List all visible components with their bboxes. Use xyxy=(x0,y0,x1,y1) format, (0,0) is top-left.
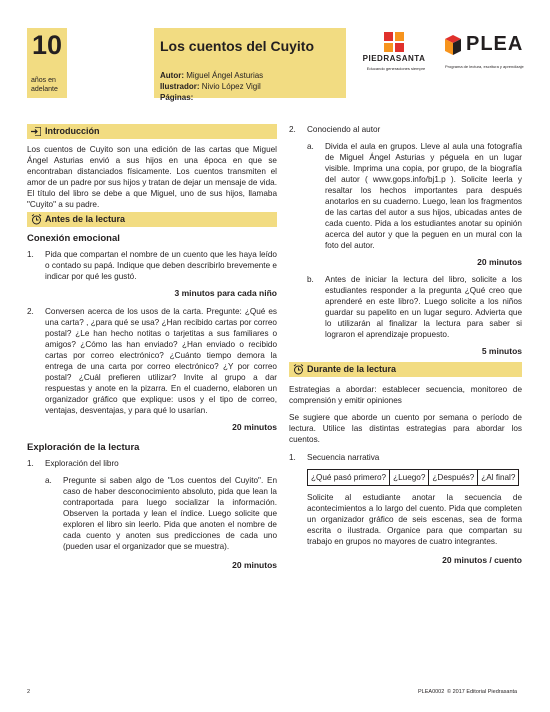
list-item-text: Secuencia narrativa xyxy=(307,453,380,462)
list-item xyxy=(289,274,522,340)
enter-arrow-icon xyxy=(27,124,45,139)
strategies-text: Estrategias a abordar: establecer secuencia, monitoreo de comprensión y emitir opiniones xyxy=(289,385,522,405)
author-name: Miguel Ángel Asturias xyxy=(186,71,264,80)
age-number: 10 xyxy=(31,30,63,60)
list-item xyxy=(27,249,277,282)
list-item-number: 1. xyxy=(289,453,296,462)
author-label: Autor: xyxy=(160,71,184,80)
intro-text: Los cuentos de Cuyito son una edición de las cartas que Miguel Ángel Asturias envió a sus hijos en una época en que se encontraban distanciados físicamente. Los cuentos transmiten el amor de un padre por sus hijos y tratan de dejar un mensaje de vida. El título del libro se debe a que Miguel, uno de sus hijos, llamaba "Cuyito" a su padre. xyxy=(27,145,277,209)
list-item xyxy=(27,306,277,416)
age-label-line-2: adelante xyxy=(31,86,58,93)
list-item-text: Divida el aula en grupos. Lleve al aula una fotografía de Miguel Ángel Asturias y péguela en un lugar visible. Imprima una copia, por grupo, de la biografía del autor ( www.gops.info/bj1.p ). Solicite leerla y resaltar los hechos importantes para después anotarlos en su cuaderno. Luego, lean los fragmentos de las cartas del autor a sus hijos, ubicadas antes de cada cuento. Pida a los estudiantes anotar su opinión acerca del autor y que la peguen en un mural con la foto del autor. xyxy=(325,142,522,250)
list-item-letter: a. xyxy=(45,476,52,485)
table-cell: ¿Luego? xyxy=(390,470,429,486)
brand-tagline: Educando generaciones siempre xyxy=(366,66,426,71)
alarm-clock-icon xyxy=(289,362,307,377)
list-item-number: 1. xyxy=(27,250,34,259)
copyright: © 2017 Editorial Piedrasanta xyxy=(447,689,518,695)
time-label: 20 minutos / cuento xyxy=(442,555,522,565)
age-label xyxy=(31,76,58,94)
pages-label: Páginas: xyxy=(160,93,194,102)
program-tagline: Programa de lectura, escritura y aprendizaje xyxy=(445,64,524,69)
list-item-number: 1. xyxy=(27,459,34,468)
list-item xyxy=(27,458,277,469)
time-label: 5 minutos xyxy=(481,346,522,356)
list-item-text: Pregunte si saben algo de "Los cuentos del Cuyito". En caso de haber desconocimiento absoluto, pida que lean la contraportada para luego socializar la información. Observen la portada y lean el índice. Luego solicite que exploren el libro sin leerlo. Pida que anoten el nombre de cada cuento y anoten sus predicciones de cada uno (pueden usar el organizador que se muestra). xyxy=(63,476,277,551)
before-title: Antes de la lectura xyxy=(45,214,126,224)
piedrasanta-logo-icon xyxy=(384,32,404,52)
time-label: 20 minutos xyxy=(232,560,277,570)
list-item xyxy=(27,475,277,552)
illustrator-label: Ilustrador: xyxy=(160,82,200,91)
list-item xyxy=(289,452,522,463)
piedrasanta-logo xyxy=(356,30,432,75)
table-cell: ¿Qué pasó primero? xyxy=(308,470,390,486)
plea-cube-icon xyxy=(445,35,461,55)
program-name: PLEA xyxy=(466,33,524,55)
during-section-header xyxy=(289,362,522,377)
age-label-line-1: años en xyxy=(31,77,56,84)
list-item xyxy=(289,141,522,251)
during-title: Durante de la lectura xyxy=(307,364,397,374)
list-item-text: Antes de iniciar la lectura del libro, solicite a los estudiantes responder a la pregunta ¿Qué creo que aprenderé en este libro?. Luego solicite a los niños guardar su papelito en un lugar seguro. Advierta que lo utilizarán al finalizar la lectura para saber si lograron el aprendizaje propuesto. xyxy=(325,275,522,339)
intro-section-header xyxy=(27,124,277,139)
alarm-clock-icon xyxy=(27,212,45,227)
sequence-table xyxy=(307,469,519,486)
table-cell: ¿Al final? xyxy=(478,470,519,486)
document-code: PLEA0002 xyxy=(418,689,445,695)
page-number: 2 xyxy=(27,689,31,695)
list-item-number: 2. xyxy=(27,307,34,316)
exploration-heading: Exploración de la lectura xyxy=(27,442,140,453)
illustrator-line xyxy=(160,82,261,91)
list-item xyxy=(289,124,522,135)
brand-name: PIEDRASANTA xyxy=(362,54,426,63)
sequence-text: Solicite al estudiante anotar la secuencia de acontecimientos a lo largo del cuento. Pida que completen un organizador gráfico de seis escenas, sea de forma escrita o ilustrada. Organice para que compartan su trabajo en grupos no mayores de cuatro integrantes. xyxy=(307,493,522,546)
author-line xyxy=(160,71,263,80)
table-cell: ¿Después? xyxy=(429,470,478,486)
intro-title: Introducción xyxy=(45,126,100,136)
pages-line xyxy=(160,93,193,102)
time-label: 3 minutos para cada niño xyxy=(174,288,277,298)
right-column xyxy=(289,124,522,566)
list-item-text: Conversen acerca de los usos de la carta. Pregunte: ¿Qué es una carta? , ¿para qué se usa? ¿Han recibido cartas por correo postal? ¿Le han hecho notitas o tarjetitas a sus familiares o amigos? ¿Cómo las han enviado? ¿Han enviado o recibido cartas por correo electrónico? ¿Cuánto tiempo demora la entrega de una carta por correo electrónico? ¿Y por correo postal? ¿Cuál prefieren utilizar? Invite al grupo a dar respuestas y anote en la pizarra. En el cuaderno, elaboren un organizador gráfico que explique: usos y el tipo de correo, ventajas, desventajas, y para qué lo usarían. xyxy=(45,307,277,415)
illustrator-name: Nivio López Vigil xyxy=(201,82,261,91)
list-item-number: 2. xyxy=(289,125,296,134)
time-label: 20 minutos xyxy=(477,257,522,267)
emotional-heading: Conexión emocional xyxy=(27,233,120,244)
age-badge xyxy=(27,28,67,98)
left-column xyxy=(27,124,277,571)
list-item-letter: b. xyxy=(307,275,314,284)
book-title: Los cuentos del Cuyito xyxy=(160,38,315,54)
list-item-text: Conociendo al autor xyxy=(307,125,381,134)
suggestion-text: Se sugiere que aborde un cuento por semana o período de lectura. Utilice las distintas estrategias para abordar los cuentos. xyxy=(289,413,522,444)
before-section-header xyxy=(27,212,277,227)
list-item-letter: a. xyxy=(307,142,314,151)
list-item-text: Exploración del libro xyxy=(45,459,119,468)
time-label: 20 minutos xyxy=(232,422,277,432)
table-row xyxy=(308,470,519,486)
list-item-text: Pida que compartan el nombre de un cuento que les haya leído o contado su papá. Indique que deben describirlo brevemente e indicar por qué les gustó. xyxy=(45,250,277,281)
